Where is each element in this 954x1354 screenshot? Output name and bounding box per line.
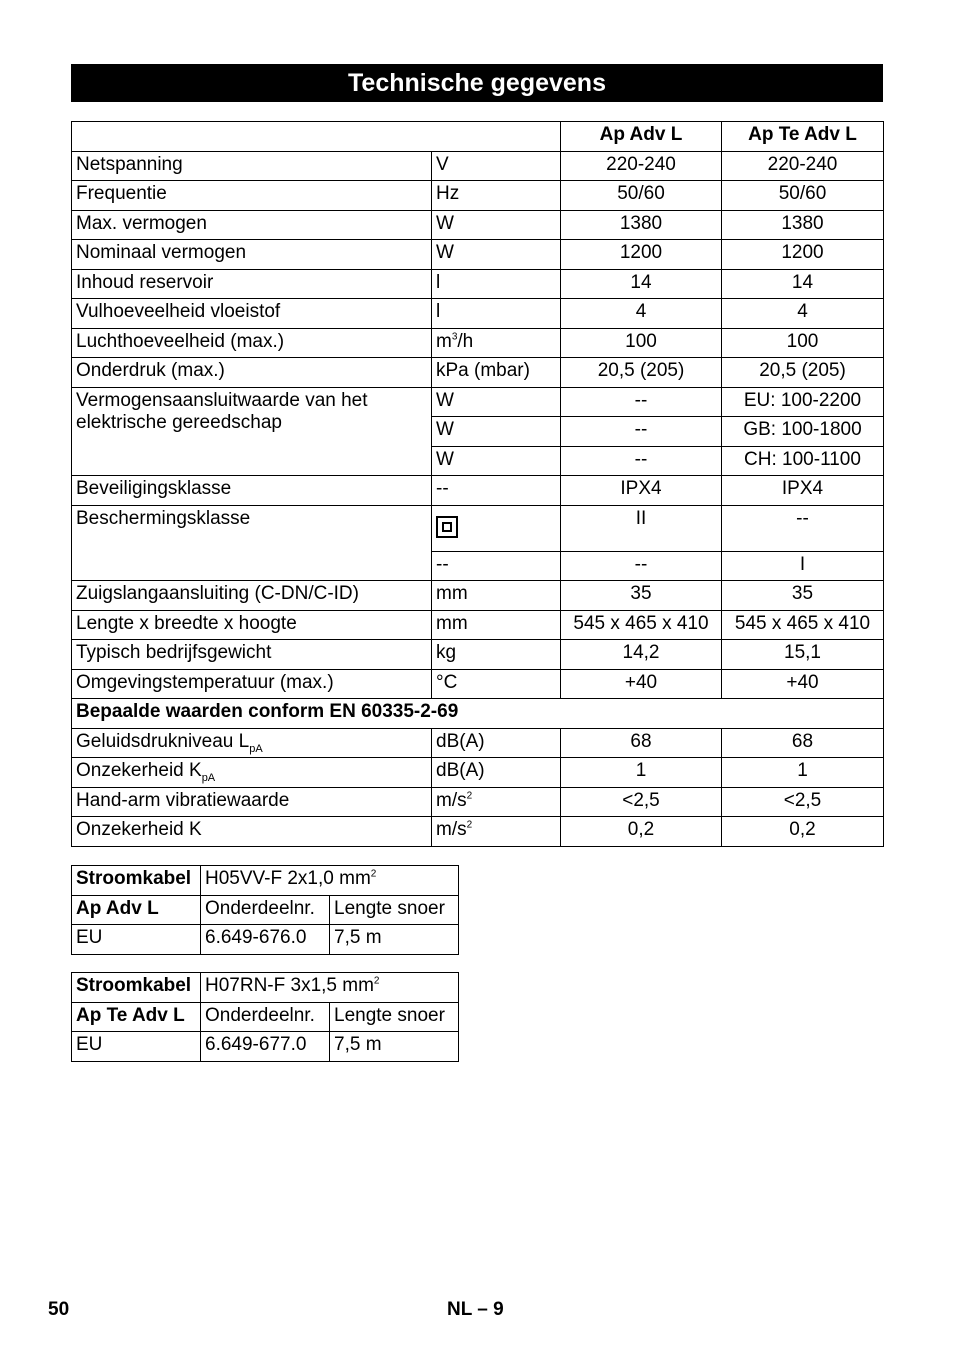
row-unit: l [432,269,561,299]
row-label: Omgevingstemperatuur (max.) [72,669,432,699]
row-unit [432,505,561,551]
technical-data-table [71,121,884,847]
table-row [72,240,884,270]
row-label [72,728,432,758]
label-subscript: pA [249,742,263,755]
header-empty-cell [72,122,561,152]
row-value: -- [561,387,722,417]
table-row [72,387,884,417]
row-unit: V [432,151,561,181]
table-row [72,269,884,299]
row-value: 50/60 [722,181,884,211]
row-label: Netspanning [72,151,432,181]
unit-base: m [436,330,452,352]
power-cable-table [71,865,459,955]
row-label: Vulhoeveelheid vloeistof [72,299,432,329]
table-row [72,210,884,240]
row-value: 1380 [722,210,884,240]
row-label: Max. vermogen [72,210,432,240]
row-unit: W [432,417,561,447]
table-row [72,728,884,758]
table-row [72,895,459,925]
cable-length: 7,5 m [330,925,459,955]
column-header-cable-length: Lengte snoer [330,895,459,925]
cable-region: EU [72,1032,201,1062]
row-label: Onderdruk (max.) [72,358,432,388]
row-value: 545 x 465 x 410 [722,610,884,640]
model-header: Ap Te Adv L [722,122,884,152]
row-value: 50/60 [561,181,722,211]
table-row [72,1002,459,1032]
label-subscript: pA [201,771,216,784]
row-label: Typisch bedrijfsgewicht [72,640,432,670]
row-unit: Hz [432,181,561,211]
table-row [72,925,459,955]
unit-tail: /h [457,330,474,352]
row-label: Frequentie [72,181,432,211]
unit-superscript: 2 [466,790,473,802]
label-base: Onzekerheid K [76,760,202,781]
row-unit: W [432,387,561,417]
table-row [72,610,884,640]
class-ii-double-square-icon [436,516,458,538]
row-value: 14,2 [561,640,722,670]
cable-heading: Stroomkabel [72,866,201,896]
table-row [72,505,884,551]
row-value: 1 [722,758,884,788]
cable-region: EU [72,925,201,955]
page-language-marker [447,1299,504,1321]
row-label: Beveiligingsklasse [72,476,432,506]
row-value: I [722,551,884,581]
row-value: 220-240 [722,151,884,181]
cable-model: Ap Adv L [72,895,201,925]
row-label: Zuigslangaansluiting (C-DN/C-ID) [72,581,432,611]
row-value: 68 [561,728,722,758]
row-value: 14 [722,269,884,299]
table-row [72,476,884,506]
cable-part-number: 6.649-676.0 [201,925,330,955]
row-unit: kg [432,640,561,670]
table-row [72,787,884,817]
row-label: Beschermingsklasse [72,505,432,581]
row-unit: dB(A) [432,758,561,788]
row-unit [432,817,561,847]
row-label: Vermogensaansluitwaarde van het elektrische gereedschap [72,387,432,476]
row-value: 1 [561,758,722,788]
table-row [72,866,459,896]
cable-heading: Stroomkabel [72,973,201,1003]
table-row [72,181,884,211]
row-unit [432,787,561,817]
unit-superscript: 2 [466,819,473,831]
row-label [72,758,432,788]
row-value: -- [561,446,722,476]
table-row [72,758,884,788]
cable-type [201,973,459,1003]
cable-type-superscript: 2 [373,975,380,987]
row-value: IPX4 [561,476,722,506]
row-value: -- [561,551,722,581]
table-header-row [72,122,884,152]
column-header-cable-length: Lengte snoer [330,1002,459,1032]
page-number: 50 [48,1299,70,1320]
row-label: Onzekerheid K [72,817,432,847]
row-unit: -- [432,551,561,581]
table-row [72,299,884,329]
row-unit: kPa (mbar) [432,358,561,388]
unit-base: m/s [436,819,467,840]
row-value: 100 [722,328,884,358]
table-row [72,358,884,388]
row-unit: l [432,299,561,329]
row-value: IPX4 [722,476,884,506]
row-value: 1200 [561,240,722,270]
row-value: 100 [561,328,722,358]
row-label: Nominaal vermogen [72,240,432,270]
row-unit: W [432,210,561,240]
row-value: 0,2 [561,817,722,847]
row-value: 15,1 [722,640,884,670]
row-value: 1380 [561,210,722,240]
page-title: Technische gegevens [71,64,883,102]
table-row [72,328,884,358]
table-row [72,581,884,611]
row-value: 68 [722,728,884,758]
cable-type [201,866,459,896]
cable-model: Ap Te Adv L [72,1002,201,1032]
power-cable-table [71,972,459,1062]
row-value: 0,2 [722,817,884,847]
row-value: GB: 100-1800 [722,417,884,447]
unit-base: m/s [436,789,467,811]
row-value: -- [561,417,722,447]
column-header-part-number: Onderdeelnr. [201,895,330,925]
table-row [72,151,884,181]
row-value: 545 x 465 x 410 [561,610,722,640]
row-value: <2,5 [561,787,722,817]
row-unit: mm [432,581,561,611]
row-value: 4 [561,299,722,329]
row-unit: W [432,240,561,270]
column-header-part-number: Onderdeelnr. [201,1002,330,1032]
cable-part-number: 6.649-677.0 [201,1032,330,1062]
row-value: -- [722,505,884,551]
cable-type-superscript: 2 [370,868,377,880]
row-value: 20,5 (205) [561,358,722,388]
row-unit: -- [432,476,561,506]
row-value: 4 [722,299,884,329]
row-label: Luchthoeveelheid (max.) [72,328,432,358]
row-value: II [561,505,722,551]
table-row [72,669,884,699]
unit-superscript: 3 [451,331,458,343]
row-unit [432,328,561,358]
row-unit: mm [432,610,561,640]
row-value: CH: 100-1100 [722,446,884,476]
row-value: <2,5 [722,787,884,817]
row-value: 35 [561,581,722,611]
section-row [72,699,884,729]
section-heading: Bepaalde waarden conform EN 60335-2-69 [72,699,884,729]
row-value: 220-240 [561,151,722,181]
row-label: Inhoud reservoir [72,269,432,299]
cable-type-base: H05VV-F 2x1,0 mm [205,868,371,889]
table-row [72,1032,459,1062]
row-unit: W [432,446,561,476]
row-value: EU: 100-2200 [722,387,884,417]
row-value: +40 [722,669,884,699]
table-row [72,640,884,670]
model-header: Ap Adv L [561,122,722,152]
row-value: 14 [561,269,722,299]
table-row [72,973,459,1003]
row-label: Lengte x breedte x hoogte [72,610,432,640]
row-value: 20,5 (205) [722,358,884,388]
row-unit: °C [432,669,561,699]
row-value: +40 [561,669,722,699]
label-base: Geluidsdrukniveau L [76,730,250,752]
row-label: Hand-arm vibratiewaarde [72,787,432,817]
cable-length: 7,5 m [330,1032,459,1062]
language-code: NL [447,1299,472,1320]
table-row [72,817,884,847]
section-page: – 9 [471,1299,504,1320]
row-value: 35 [722,581,884,611]
cable-type-base: H07RN-F 3x1,5 mm [205,975,374,996]
row-value: 1200 [722,240,884,270]
row-unit: dB(A) [432,728,561,758]
